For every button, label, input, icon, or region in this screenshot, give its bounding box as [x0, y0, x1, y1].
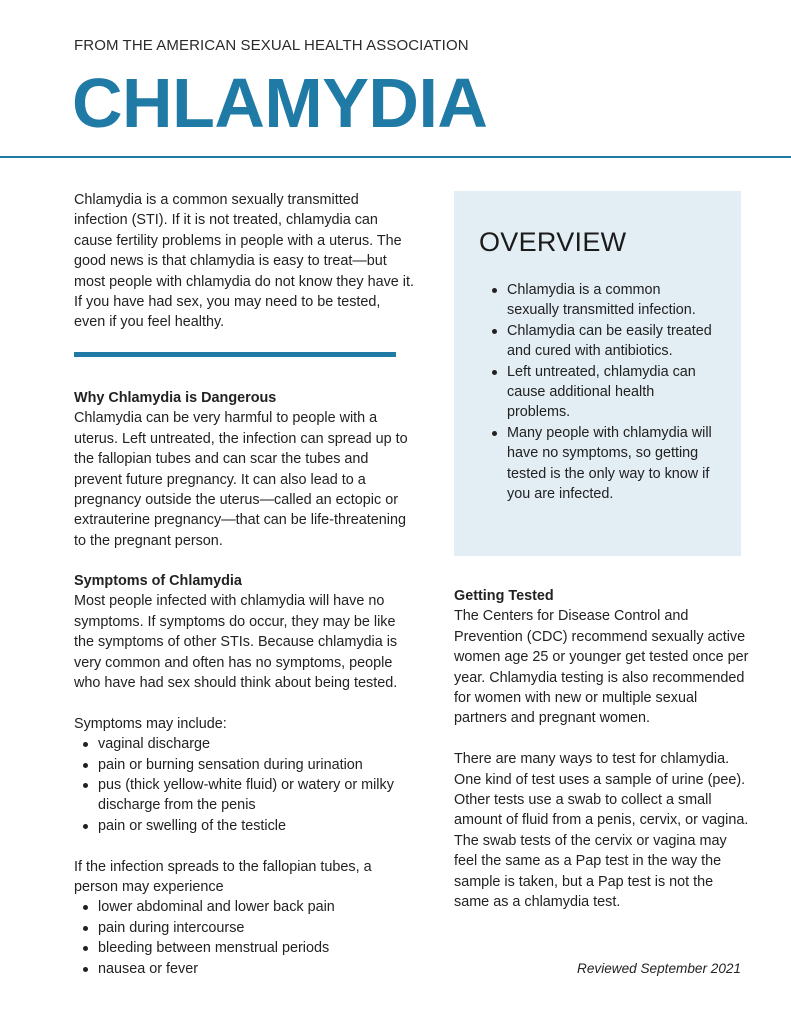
symptoms-heading: Symptoms of Chlamydia [74, 573, 242, 589]
reviewed-date: Reviewed September 2021 [577, 961, 741, 976]
symptoms-text: Most people infected with chlamydia will have no symptoms. If symptoms do occur, they may be like the symptoms of other STIs. Because chlamydia is very common and often has no symptoms, people who have had sex should think about being tested. [74, 593, 398, 692]
overview-list [483, 280, 713, 504]
list-item: lower abdominal and lower back pain [74, 897, 419, 917]
list-item: pain or swelling of the testicle [74, 816, 419, 836]
dangerous-section [74, 388, 414, 551]
header-divider [0, 156, 791, 158]
spread-list [74, 897, 419, 979]
intro-paragraph: Chlamydia is a common sexually transmitted infection (STI). If it is not treated, chlamydia can cause fertility problems in people with a uterus. The good news is that chlamydia is easy to treat—but most people with chlamydia do not know they have it. If you have had sex, you may need to be tested, even if you feel healthy. [74, 192, 414, 331]
overview-heading: OVERVIEW [479, 227, 627, 257]
list-item: pain or burning sensation during urination [74, 755, 419, 775]
list-item: pus (thick yellow-white fluid) or watery or milky discharge from the penis [74, 775, 419, 816]
list-item: bleeding between menstrual periods [74, 938, 419, 958]
publisher-kicker: FROM THE AMERICAN SEXUAL HEALTH ASSOCIATION [74, 37, 469, 54]
overview-box [454, 191, 741, 556]
list-item: vaginal discharge [74, 734, 419, 754]
list-item: Left untreated, chlamydia can cause additional health problems. [483, 362, 713, 423]
spread-intro: If the infection spreads to the fallopian tubes, a person may experience [74, 858, 372, 896]
dangerous-text: Chlamydia can be very harmful to people with a uterus. Left untreated, the infection can spread up to the fallopian tubes and can scar the tubes and prevent future pregnancy. It can also lead to a pregnancy outside the uterus—called an ectopic or extrauterine pregnancy—that can be life-threatening to the pregnant person. [74, 410, 408, 549]
list-item: Chlamydia can be easily treated and cured with antibiotics. [483, 321, 713, 362]
testing-heading: Getting Tested [454, 588, 554, 604]
list-item: Chlamydia is a common sexually transmitted infection. [483, 280, 713, 321]
page-title: CHLAMYDIA [72, 64, 488, 142]
symptoms-list [74, 734, 419, 836]
testing-paragraph-1: The Centers for Disease Control and Prevention (CDC) recommend sexually active women age 25 or younger get tested once per year. Chlamydia testing is also recommended for women with new or multiple sexual partners and pregnant women. [454, 608, 749, 727]
symptoms-section [74, 571, 419, 979]
testing-section [454, 586, 749, 912]
list-item: pain during intercourse [74, 918, 419, 938]
dangerous-heading: Why Chlamydia is Dangerous [74, 390, 277, 406]
section-divider-bar [74, 352, 396, 357]
symptoms-list-intro: Symptoms may include: [74, 715, 227, 732]
list-item: Many people with chlamydia will have no symptoms, so getting tested is the only way to know if you are infected. [483, 423, 713, 505]
testing-paragraph-2: There are many ways to test for chlamydia. One kind of test uses a sample of urine (pee). Other tests use a swab to collect a small amount of fluid from a penis, cervix, or vagina. The swab tests of the cervix or vagina may feel the same as a Pap test in the way the sample is taken, but a Pap test is not the same as a chlamydia test. [454, 751, 749, 911]
list-item: nausea or fever [74, 959, 419, 979]
